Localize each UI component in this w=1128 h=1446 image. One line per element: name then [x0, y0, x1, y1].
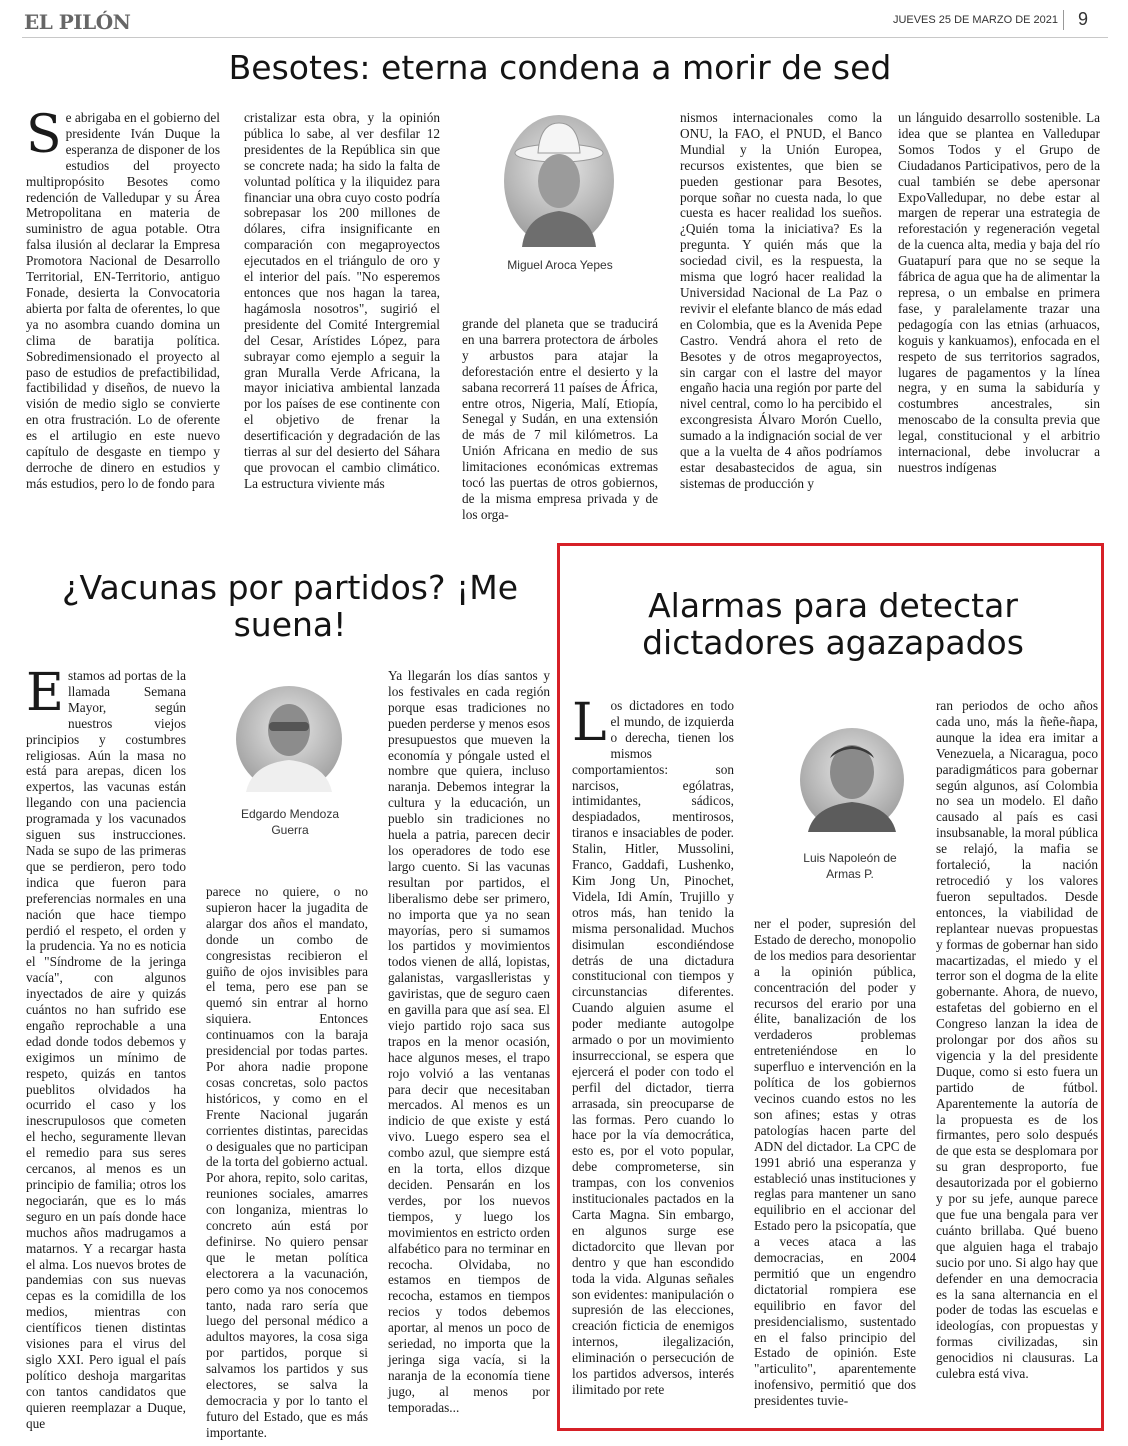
article-text: e abrigaba en el gobierno del presidente Iván Duque la esperanza de disponer de los estudios del proyecto multipropósito Besotes como redención de Valledupar y su Área Metropolitana en materia de suministro de agua potable. Otra falsa ilusión al declarar la Empresa Promotora Nacional de Desarrollo Territorial, EN-Territorio, antiguo Fonade, desierta la Convocatoria abierta por falta de oferentes, lo que ya no asombra cuando domina un clima de baratija política. Sobredimensionado el proyecto al paso de estudios de prefactibilidad, factibilidad y diseños, de nuevo la visión de medio siglo se convierte en otra frustración. Lo de oferente es el artilugio en este nuevo capítulo de desgaste en tiempo y derroche de dinero en estudios y más estudios, pero lo de fondo para [26, 110, 220, 491]
dropcap: E [26, 663, 64, 723]
person-portrait-icon [504, 115, 614, 247]
article-besotes-column-2: cristalizar esta obra, y la opinión pública lo sabe, al ver desfilar 12 presidentes de la República sin que se concrete nada; ha sido la falta de voluntad política y la iliquidez para financiar una obra cuyo costo podría sobrepasar los 200 millones de dólares, cifra insignificante en comparación con megaproyectos ejecutados en el triángulo de oro y el interior del país. "No esperemos entonces que nos hagan la tarea, hagámosla nosotros", sugirió el presidente del Comité Intergremial del Cesar, Arístides López, para subrayar como ejemplo a seguir la gran Muralla Verde Africana, la mayor iniciativa ambiental lanzada por los países de ese continente con el objetivo de frenar la desertificación y degradación de las tierras al sur del desierto del Sáhara que provocan el cambio climático. La estructura viviente más [244, 110, 440, 491]
author-photo-dearmas [800, 728, 904, 832]
masthead-rule [22, 37, 1108, 38]
article-alarmas-column-3: ran periodos de ocho años cada uno, más la ñeñe-ñapa, aunque la idea era imitar a Venezuela, a Nicaragua, poco paradigmáticos para gobernar según algunos, así Colombia no sea un modelo. El daño causado al país es casi insubsanable, la moral pública se relajó, la mafia se fortaleció, la nación retrocedió y los valores fueron sepultados. Desde entonces, la viabilidad de replantear nuevas propuestas y formas de gobernar han sido macartizadas, el miedo y el terror son el dogma de la elite gobernante. Ahora, de nuevo, estafetas del gobierno en el Congreso lanzan la idea de prolongar por dos años su vigencia y la del presidente Duque, como si esto fuera un partido de fútbol. Aparentemente la autoría de la propuesta es de los firmantes, pero solo después de que esta se desplomara por su gran desproporto, fue desautorizada por el gobierno y por su jefe, aunque parece que fue una bengala para ver cuánto brillaba. Qué bueno que alguien haga el trabajo sucio por uno. Si algo hay que defender en una democracia es la sana alternancia en el poder de todas las escuelas e ideologías, con propuestas y formas civilizadas, sin genocidios ni clausuras. La culebra está viva. [936, 698, 1098, 1382]
article-besotes-column-4: nismos internacionales como la ONU, la FAO, el PNUD, el Banco Mundial y la Unión Europea, recursos existentes, que bien se pueden gestionar para Besotes, porque soñar no cuesta nada, lo que cuesta es hacer realidad los sueños. ¿Quién toma la iniciativa? Es la pregunta. Y quién más que la sociedad civil, es la respuesta, la misma que logró hacer realidad la Universidad Nacional de La Paz o revivir el elefante blanco de más edad en Colombia, que es la Avenida Pepe Castro. Vendrá ahora el reto de Besotes y de otros megaproyectos, sin cargar con el lastre del mayor engaño hacia una región por parte del nivel central, como lo ha percibido el excongresista Álvaro Morón Cuello, sumado a la indignación social de ver que a la vuelta de 4 años podríamos estar desabastecidos de agua, sin sistemas de producción y [680, 110, 882, 491]
article-vacunas-column-3: Ya llegarán los días santos y los festivales en cada región porque esas tradiciones no pueden perderse y menos esos presupuestos que mueven la economía y póngale usted el nombre que quiera, incluso naranja. Debemos integrar la cultura y la educación, un pueblo sin tradiciones no huela a patria, parecen decir los operadores de todo ese largo cuento. Si las vacunas resultan por partidos, el liberalismo debe ser primero, no importa que ya no sean mayorías, pero si sumamos los partidos y movimientos todos vienen de allá, lopistas, galanistas, vargaslleristas y gaviristas, que de seguro caen en gavilla para que así sea. El viejo partido rojo saca sus trapos en la menor ocasión, hace algunos meses, el trapo rojo volvió a las ventanas para decir que necesitaban mercados. Al menos es un indicio de que existe y está vivo. Luego espero sea el combo azul, que siempre está en la torta, ellos dizque deciden. Pensarán en los verdes, por los nuevos tiempos, y luego los movimientos en estricto orden alfabético para no terminar en recocha. Olvidaba, no estamos en tiempos de recocha, estamos en tiempos recios y todos debemos aportar, al menos un poco de seriedad, no importa que la jeringa siga vacía, si la naranja de la economía tiene jugo, al menos por temporadas... [388, 668, 550, 1415]
article-title-alarmas: Alarmas para detectar dictadores agazapados [642, 586, 1024, 662]
author-name [210, 806, 370, 838]
page-number: 9 [1078, 9, 1089, 29]
person-portrait-icon [236, 686, 342, 792]
author-name-line-2: Guerra [271, 823, 309, 837]
dropcap: L [572, 693, 607, 753]
article-alarmas-column-1 [572, 693, 734, 1414]
article-vacunas-column-1 [26, 663, 186, 1431]
article-alarmas-column-2: ner el poder, supresión del Estado de derecho, monopolio de los medios para desorientar a la opinión pública, concentración del poder y recursos del erario por una élite, banalización de los verdaderos problemas entreteniéndose en lo superfluo e intervención en la política de los gobiernos vecinos cuando estos no les son afines; estas y otras patologías hacen parte del ADN del dictador. La CPC de 1991 abrió una esperanza y estableció unas instituciones y reglas para mantener un sano equilibrio en el accionar del Estado pero la psicopatía, que a veces ataca a las democracias, en 2004 permitió que un engendro dictatorial rompiera ese equilibrio en favor del presidencialismo, sustentado en el falso principio del Estado de opinión. Este "articulito", aparentemente inofensivo, permitió que dos presidentes tuvie- [754, 916, 916, 1409]
author-name: Miguel Aroca Yepes [507, 258, 613, 272]
article-text: stamos ad portas de la llamada Semana Mayor, según nuestros viejos principios y costumbres religiosas. Aún la masa no está para arepas, dicen los expertos, las vacunas están llegando con una paciencia programada y los vacunados siguen sus instrucciones. Nada se supo de las primeras que se perdieron, pero todo indica que fueron para preferencias normales en una nación que hace tiempo perdió el respeto, el orden y la prudencia. Ya no es noticia el "Síndrome de la jeringa vacía", con algunos inyectados de aire y quizás cuántos no han sufrido ese engaño reprochable a una edad donde todos debemos y exigimos un mínimo de respeto, quizás en tantos pueblitos olvidados ha ocurrido el caso y los inescrupulosos que cometen el hecho, seguramente llevan el remedio para sus seres cercanos, al menos es un principio de familia; otros los negociarán, que es lo más seguro en un país donde hace muchos años madrugamos a matarnos. Y a recargar hasta el alma. Los nuevos brotes de pandemias con sus nuevas cepas es la comidilla de los medios, mientras con científicos tienen distintas visiones para el virus del siglo XXI. Pero igual el país político deshoja margaritas con tantos candidatos que quieren reemplazar a Duque, que [26, 668, 186, 1431]
issue-date: JUEVES 25 DE MARZO DE 2021 [892, 14, 1058, 26]
newspaper-logo: EL PILÓN [24, 10, 131, 34]
article-vacunas-column-2: parece no quiere, o no supieron hacer la jugadita de alargar dos años el mandato, donde un combo de congresistas recibieron el guiño de ojos invisibles para el tema, pero ese pan se quemó sin entrar al horno siquiera. Entonces continuamos con la baraja presidencial por todas partes. Por ahora nadie propone cosas concretas, solo pactos históricos, y como en el Frente Nacional jugarán corrientes distintas, parecidas o desiguales que no participan de la torta del gobierno actual. Por ahora, repito, solo caritas, reuniones sociales, amarres con longaniza, mientras lo concreto aún está por definirse. No quiero pensar que le metan política electorera a la vacunación, pero como ya nos conocemos tanto, nada raro sería que luego del personal médico a adultos mayores, la cosa siga por partidos, porque si salvamos los partidos y sus electores, se salva la democracia y por lo tanto el futuro del Estado, que es más importante. [206, 884, 368, 1440]
author-photo-aroca [504, 115, 614, 247]
article-besotes-column-5: un lánguido desarrollo sostenible. La idea que se plantea en Valledupar Somos Todos y el Grupo de Ciudadanos Participativos, pero de la cual también se debe apersonar ExpoValledupar, no debe estar al margen de reperar una estrategia de reforestación y regeneración vegetal de la cuenca alta, media y baja del río Guatapurí para que no se seque la fábrica de agua que ha de alimentar la represa, o un embalse en primera fase, y paralelamente trazar una pedagogía con las etnias (arhuacos, koguis y kankuamos), enfocada en el respeto de sus territorios sagrados, lugares de pagamentos y la línea negra, y en suma la sabiduría y costumbres ancestrales, sin menoscabo de la consulta previa que legal, constitucional y el arbitrio internacional, debe involucrar a nuestros indígenas [898, 110, 1100, 475]
author-name-line-1: Luis Napoleón de [803, 851, 897, 865]
author-name [770, 850, 930, 882]
article-besotes-column-1 [26, 105, 220, 534]
dropcap: S [26, 105, 62, 165]
article-title-besotes: Besotes: eterna condena a morir de sed [228, 48, 892, 87]
article-text: os dictadores en todo el mundo, de izquierda o derecha, tienen los mismos comportamientos: son narcisos, ególatras, intimidantes, sádicos, despiadados, mentirosos, tiranos e insaciables de poder. Stalin, Hitler, Mussolini, Franco, Gaddafi, Lushenko, Kim Jong Un, Pinochet, Videla, Idi Amín, Trujillo y otros más, han tenido la misma personalidad. Muchos disimulan escondiéndose detrás de una dictadura constitucional con tiempos y circunstancias diferentes. Cuando alguien asume el poder mediante autogolpe armado o por un movimiento insurreccional, se espera que ejercerá el poder con todo el perfil del dictador, tierra arrasada, sin preocuparse de las formas. Pero cuando lo hace por la vía democrática, esto es, por el voto popular, debe comprometerse, sin trampas, con los convenios institucionales pactados en la Carta Magna. Sin embargo, en algunos surge ese dictadorcito que llevan por dentro y que han escondido toda la vida. Algunas señales son evidentes: manipulación o supresión de las elecciones, creación ficticia de enemigos internos, ilegalización, eliminación o persecución de los partidos adversos, interés ilimitado por rete [572, 698, 734, 1397]
article-besotes-column-3: grande del planeta que se traducirá en una barrera protectora de árboles y arbustos para atajar la deforestación entre el desierto y la sabana recorrerá 11 países de África, entre otros, Nigeria, Malí, Etiopía, Senegal y Sudán, en una extensión de más de 7 mil kilómetros. La Unión Africana en medio de sus limitaciones económicas extremas tocó las puertas de otros gobiernos, de la misma empresa privada y de los orga- [462, 316, 658, 522]
author-name-line-2: Armas P. [826, 867, 874, 881]
author-photo-mendoza [236, 686, 342, 792]
masthead-divider [1063, 10, 1064, 30]
article-title-vacunas: ¿Vacunas por partidos? ¡Me suena! [61, 568, 518, 644]
author-name-line-1: Edgardo Mendoza [240, 807, 340, 821]
person-portrait-icon [800, 728, 904, 832]
